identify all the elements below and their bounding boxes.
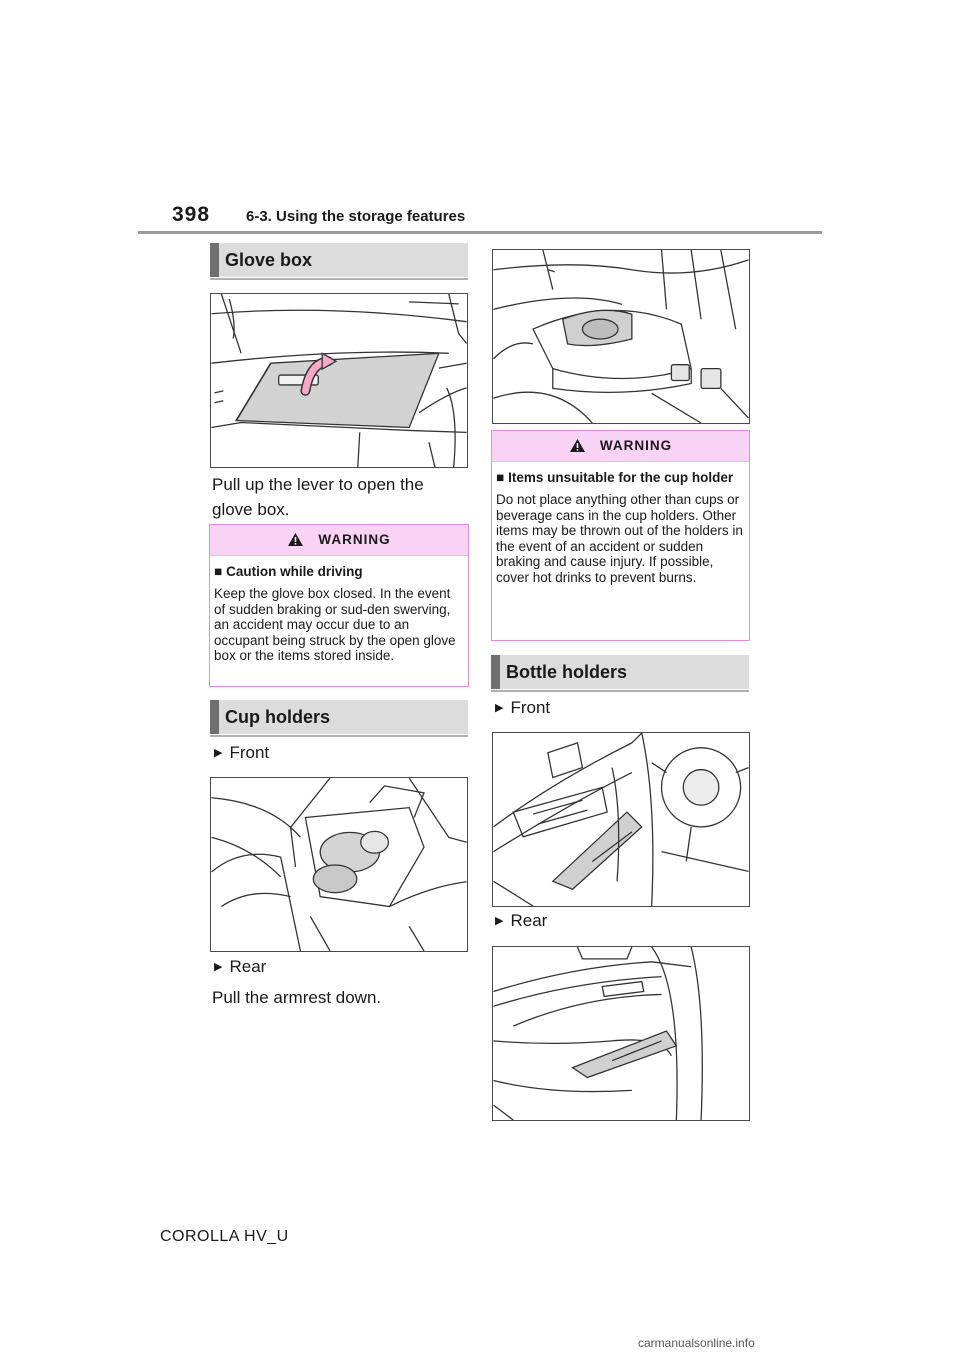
triangle-bullet-icon: ▶ xyxy=(495,915,504,927)
warning-subheading: ■ Items unsuitable for the cup holder xyxy=(496,470,734,485)
footer-model: COROLLA HV_U xyxy=(160,1228,289,1245)
section-title: 6-3. Using the storage features xyxy=(246,208,466,225)
warning-text: Keep the glove box closed. In the event of sudden braking or sud-den swerving, an accident may occur due to an occupant being struck by the open glove box or the items stored inside. xyxy=(214,586,456,663)
front-bottle-holder-illustration xyxy=(492,732,750,907)
cup-holders-heading: Cup holders xyxy=(210,700,468,734)
page-number: 398 xyxy=(172,203,211,226)
glove-box-instruction: Pull up the lever to open the glove box. xyxy=(212,475,424,519)
square-bullet-icon: ■ xyxy=(496,470,505,485)
rear-cup-holder-instruction: Pull the armrest down. xyxy=(212,988,382,1007)
bottle-holders-heading: Bottle holders xyxy=(491,655,749,689)
triangle-bullet-icon: ▶ xyxy=(214,961,223,973)
bottle-holders-front-label: ▶ Front xyxy=(495,698,551,717)
triangle-bullet-icon: ▶ xyxy=(214,747,223,759)
glove-box-warning xyxy=(209,524,469,687)
triangle-bullet-icon: ▶ xyxy=(495,702,504,714)
square-bullet-icon: ■ xyxy=(214,564,223,579)
warning-header: WARNING xyxy=(492,431,749,462)
rear-cup-holder-illustration xyxy=(492,249,750,424)
warning-header: WARNING xyxy=(210,525,468,556)
glove-box-illustration xyxy=(210,293,468,468)
bottle-holders-rear-label: ▶ Rear xyxy=(495,911,548,930)
front-cup-holder-illustration xyxy=(210,777,468,952)
warning-triangle-icon xyxy=(287,528,304,558)
warning-text: Do not place anything other than cups or beverage cans in the cup holders. Other items may be thrown out of the holders in the event of an accident or sudden braking and cause injury. If possible, cover hot drinks to prevent burns. xyxy=(496,492,743,585)
rear-bottle-holder-illustration xyxy=(492,946,750,1121)
header-divider xyxy=(138,231,822,234)
warning-subheading: ■ Caution while driving xyxy=(214,564,363,579)
cup-holder-warning xyxy=(491,430,750,641)
watermark: carmanualsonline.info xyxy=(638,1336,755,1350)
cup-holders-rear-label: ▶ Rear xyxy=(214,957,267,976)
warning-triangle-icon xyxy=(569,434,586,464)
glove-box-heading: Glove box xyxy=(210,243,468,277)
cup-holders-front-label: ▶ Front xyxy=(214,743,270,762)
